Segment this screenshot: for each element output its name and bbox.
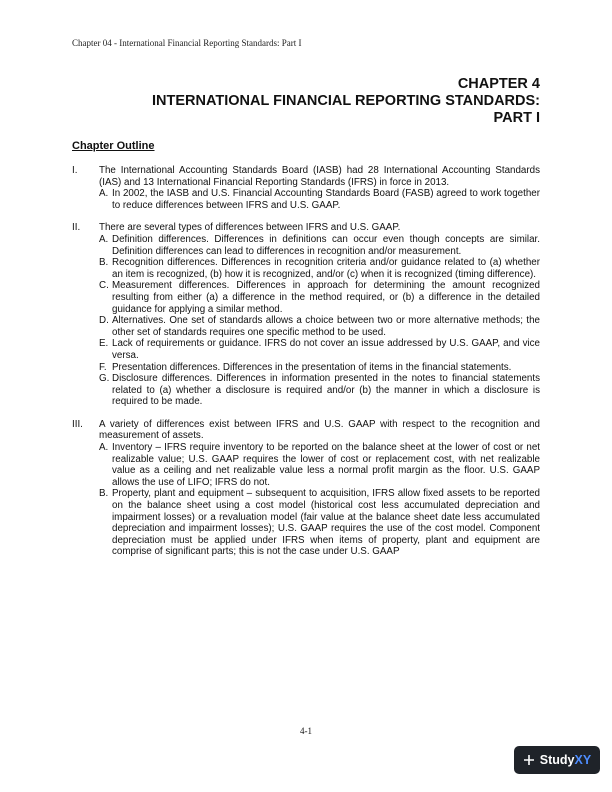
chapter-outline	[72, 165, 540, 569]
chapter-title-line: PART I	[493, 110, 540, 126]
chapter-number: CHAPTER 4	[457, 76, 540, 92]
section-number: III.	[72, 418, 83, 430]
item-text: In 2002, the IASB and U.S. Financial Accounting Standards Board (FASB) agreed to work together to reduce differences between IFRS and U.S. GAAP.	[112, 188, 540, 211]
page-number: 4-1	[300, 726, 312, 736]
item-text: Presentation differences. Differences in the presentation of items in the financial statements.	[112, 361, 512, 373]
item-text: Recognition differences. Differences in recognition criteria and/or guidance related to (a) whether an item is recognized, (b) how it is recognized, and/or (c) when it is recognized (timing difference).	[112, 257, 540, 280]
item-text: Measurement differences. Differences in approach for determining the amount recognized resulting from either (a) a difference in the method required, or (b) a difference in the detailed guidance for applying a similar method.	[112, 280, 540, 315]
studyxy-badge[interactable]	[514, 746, 600, 774]
section-text: A variety of differences exist between IFRS and U.S. GAAP with respect to the recognition and measurement of assets.	[99, 418, 540, 442]
outline-item	[99, 234, 540, 257]
item-letter: C.	[99, 280, 109, 292]
outline-section	[72, 165, 540, 211]
plus-icon	[523, 754, 535, 766]
item-text: Property, plant and equipment – subsequent to acquisition, IFRS allow fixed assets to be reported on the balance sheet using a cost model (historical cost less accumulated depreciation and impairment losses) or a revaluation model (fair value at the balance sheet date less accumulated depreciation and impairment losses); U.S. GAAP requires the use of the cost model. Component depreciation must be applied under IFRS when items of property, plant and equipment are comprise of significant parts; this is not the case under U.S. GAAP	[112, 488, 540, 558]
chapter-heading	[60, 76, 540, 127]
running-header: Chapter 04 - International Financial Reporting Standards: Part I	[72, 38, 302, 48]
badge-brand-accent: XY	[574, 753, 592, 767]
outline-item	[99, 188, 540, 211]
item-letter: D.	[99, 315, 109, 327]
item-text: Alternatives. One set of standards allows a choice between two or more alternative methods; the other set of standards requires one specific method to be used.	[112, 315, 540, 338]
outline-title: Chapter Outline	[72, 140, 155, 152]
outline-item	[99, 280, 540, 315]
item-letter: F.	[99, 361, 107, 373]
item-letter: A.	[99, 188, 109, 200]
outline-item	[99, 315, 540, 338]
item-letter: B.	[99, 257, 109, 269]
item-letter: A.	[99, 233, 109, 245]
section-number: II.	[72, 222, 81, 234]
item-text: Lack of requirements or guidance. IFRS do not cover an issue addressed by U.S. GAAP, and vice versa.	[112, 338, 540, 361]
outline-item	[99, 442, 540, 488]
outline-item	[99, 338, 540, 361]
outline-section	[72, 419, 540, 558]
item-text: Definition differences. Differences in definitions can occur even though concepts are similar. Definition differences can lead to differences in recognition and/or measurement.	[112, 233, 540, 257]
section-number: I.	[72, 165, 78, 176]
outline-item	[99, 373, 540, 408]
outline-item	[99, 257, 540, 280]
outline-item	[99, 488, 540, 558]
section-text: The International Accounting Standards Board (IASB) had 28 International Accounting Standards (IAS) and 13 International Financial Reporting Standards (IFRS) in force in 2013.	[99, 165, 540, 188]
item-letter: G.	[99, 373, 110, 385]
outline-item	[99, 362, 540, 374]
item-text: Inventory – IFRS require inventory to be reported on the balance sheet at the lower of cost or net realizable value; U.S. GAAP requires the lower of cost or replacement cost, with net realizable value as a ceiling and net realizable value less a normal profit margin as the floor. U.S. GAAP allows the use of LIFO; IFRS do not.	[112, 442, 540, 488]
item-text: Disclosure differences. Differences in information presented in the notes to financial statements related to (a) whether a disclosure is required and/or (b) the manner in which a disclosure is required to be made.	[112, 373, 540, 408]
badge-brand: Study	[539, 753, 575, 767]
item-letter: B.	[99, 488, 109, 500]
chapter-title-line: INTERNATIONAL FINANCIAL REPORTING STANDARDS:	[151, 93, 540, 109]
item-letter: E.	[99, 338, 109, 350]
section-text: There are several types of differences between IFRS and U.S. GAAP.	[99, 222, 401, 234]
item-letter: A.	[99, 442, 109, 454]
outline-section	[72, 222, 540, 408]
